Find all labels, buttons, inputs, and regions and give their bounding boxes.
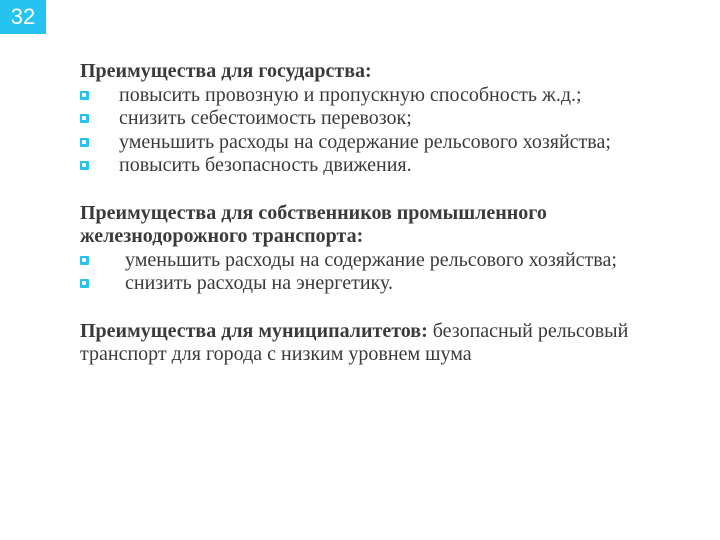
list-item-text: снизить себестоимость перевозок;: [119, 107, 412, 129]
square-bullet-icon: [80, 279, 89, 288]
section-owners: [80, 202, 680, 296]
list-item-text: повысить провозную и пропускную способность ж.д.;: [119, 83, 582, 106]
square-bullet-icon: [80, 138, 89, 147]
square-bullet-icon: [80, 114, 89, 123]
list-item: [80, 107, 680, 131]
square-bullet-icon: [80, 91, 89, 100]
slide-content: [80, 60, 680, 391]
page-number-badge: 32: [0, 0, 46, 34]
list-item: [80, 249, 680, 273]
section-heading: Преимущества для собственников промышленного железнодорожного транспорта:: [80, 201, 547, 247]
section-text: безопасный рельсовый транспорт для города с низким уровнем шума: [80, 319, 629, 365]
list-item: [80, 272, 680, 296]
section-state: [80, 60, 680, 178]
list-item-text: снизить расходы на энергетику.: [125, 272, 393, 294]
list-item-text: уменьшить расходы на содержание рельсового хозяйства;: [119, 130, 611, 153]
list-item-text: уменьшить расходы на содержание рельсового хозяйства;: [125, 248, 617, 271]
section-heading: Преимущества для государства:: [80, 60, 372, 82]
section-heading: Преимущества для муниципалитетов:: [80, 319, 428, 342]
square-bullet-icon: [80, 256, 89, 265]
square-bullet-icon: [80, 161, 89, 170]
list-item-text: повысить безопасность движения.: [119, 154, 412, 176]
list-item: [80, 131, 680, 155]
list-item: [80, 154, 680, 178]
list-item: [80, 84, 680, 108]
section-municipalities: [80, 320, 680, 367]
